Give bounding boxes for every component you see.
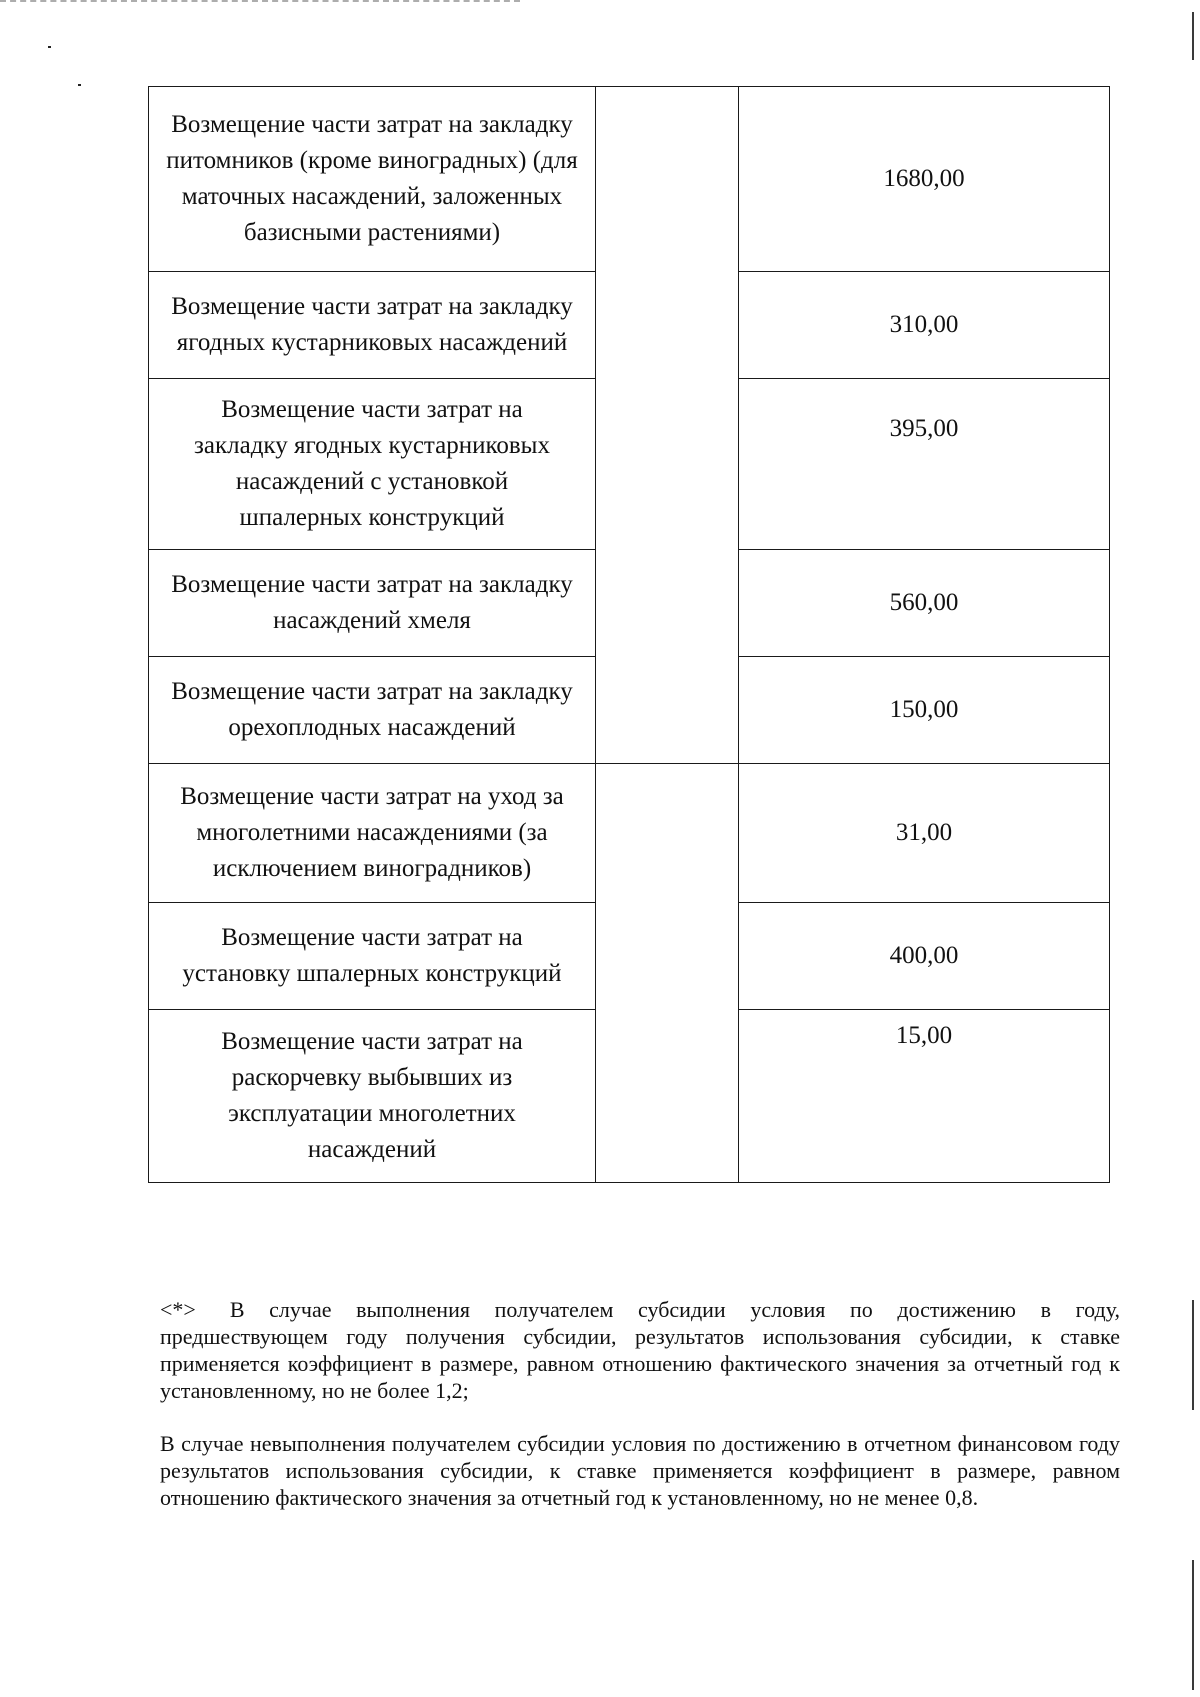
row-label-cell (149, 764, 596, 903)
row-value-cell (739, 1010, 1110, 1183)
row-value: 15,00 (895, 1022, 953, 1049)
footnote-marker: <*> (160, 1297, 196, 1322)
table-row (149, 87, 1110, 272)
row-value: 560,00 (889, 589, 959, 616)
scan-edge-mark (1192, 1560, 1194, 1690)
scan-artifact-top (0, 0, 520, 5)
row-value-cell (739, 657, 1110, 764)
row-value: 310,00 (889, 311, 959, 338)
row-label: Возмещение части затрат на закладку ягодных кустарниковых насаждений с установкой шпалерных конструкций (194, 396, 550, 531)
footnote-coefficient-increase (160, 1296, 1120, 1404)
scan-speck (78, 84, 81, 86)
row-value-cell (739, 379, 1110, 550)
scan-edge-mark (1192, 12, 1194, 60)
row-label: Возмещение части затрат на закладку орехоплодных насаждений (171, 678, 573, 741)
row-value: 400,00 (889, 942, 959, 969)
row-value-cell (739, 550, 1110, 657)
row-label: Возмещение части затрат на раскорчевку выбывших из эксплуатации многолетних насаждений (221, 1028, 523, 1163)
row-value: 395,00 (889, 415, 959, 442)
row-label: Возмещение части затрат на установку шпалерных конструкций (182, 924, 562, 987)
footnote-text: В случае выполнения получателем субсидии условия по достижению в году, предшествующем году получения субсидии, результатов использования субсидии, к ставке применяется коэффициент в размере, равном отношению фактического значения за отчетный год к установленному, но не более 1,2; (160, 1297, 1120, 1403)
subsidy-rates-table (148, 86, 1110, 1183)
row-value-cell (739, 903, 1110, 1010)
row-label-cell (149, 1010, 596, 1183)
row-label-cell (149, 657, 596, 764)
row-label-cell (149, 272, 596, 379)
row-label-cell (149, 903, 596, 1010)
row-value: 1680,00 (883, 165, 965, 192)
row-value-cell (739, 764, 1110, 903)
row-value-cell (739, 87, 1110, 272)
empty-column-cell (596, 764, 739, 1183)
scan-speck (48, 46, 51, 48)
footnote-text: В случае невыполнения получателем субсидии условия по достижению в отчетном финансовом году результатов использования субсидии, к ставке применяется коэффициент в размере, равном отношению фактического значения за отчетный год к установленному, но не менее 0,8. (160, 1431, 1120, 1510)
row-label: Возмещение части затрат на закладку насаждений хмеля (171, 571, 573, 634)
footnote-coefficient-decrease (160, 1430, 1120, 1511)
row-label: Возмещение части затрат на закладку ягодных кустарниковых насаждений (171, 293, 573, 356)
scan-edge-mark (1192, 1300, 1194, 1410)
row-value: 150,00 (889, 696, 959, 723)
row-label-cell (149, 87, 596, 272)
row-label: Возмещение части затрат на уход за многолетними насаждениями (за исключением виноградников) (180, 783, 564, 882)
row-value: 31,00 (895, 819, 953, 846)
row-label-cell (149, 379, 596, 550)
row-label: Возмещение части затрат на закладку питомников (кроме виноградных) (для маточных насаждений, заложенных базисными растениями) (166, 111, 578, 246)
row-label-cell (149, 550, 596, 657)
row-value-cell (739, 272, 1110, 379)
empty-column-cell (596, 87, 739, 764)
table-row (149, 764, 1110, 903)
